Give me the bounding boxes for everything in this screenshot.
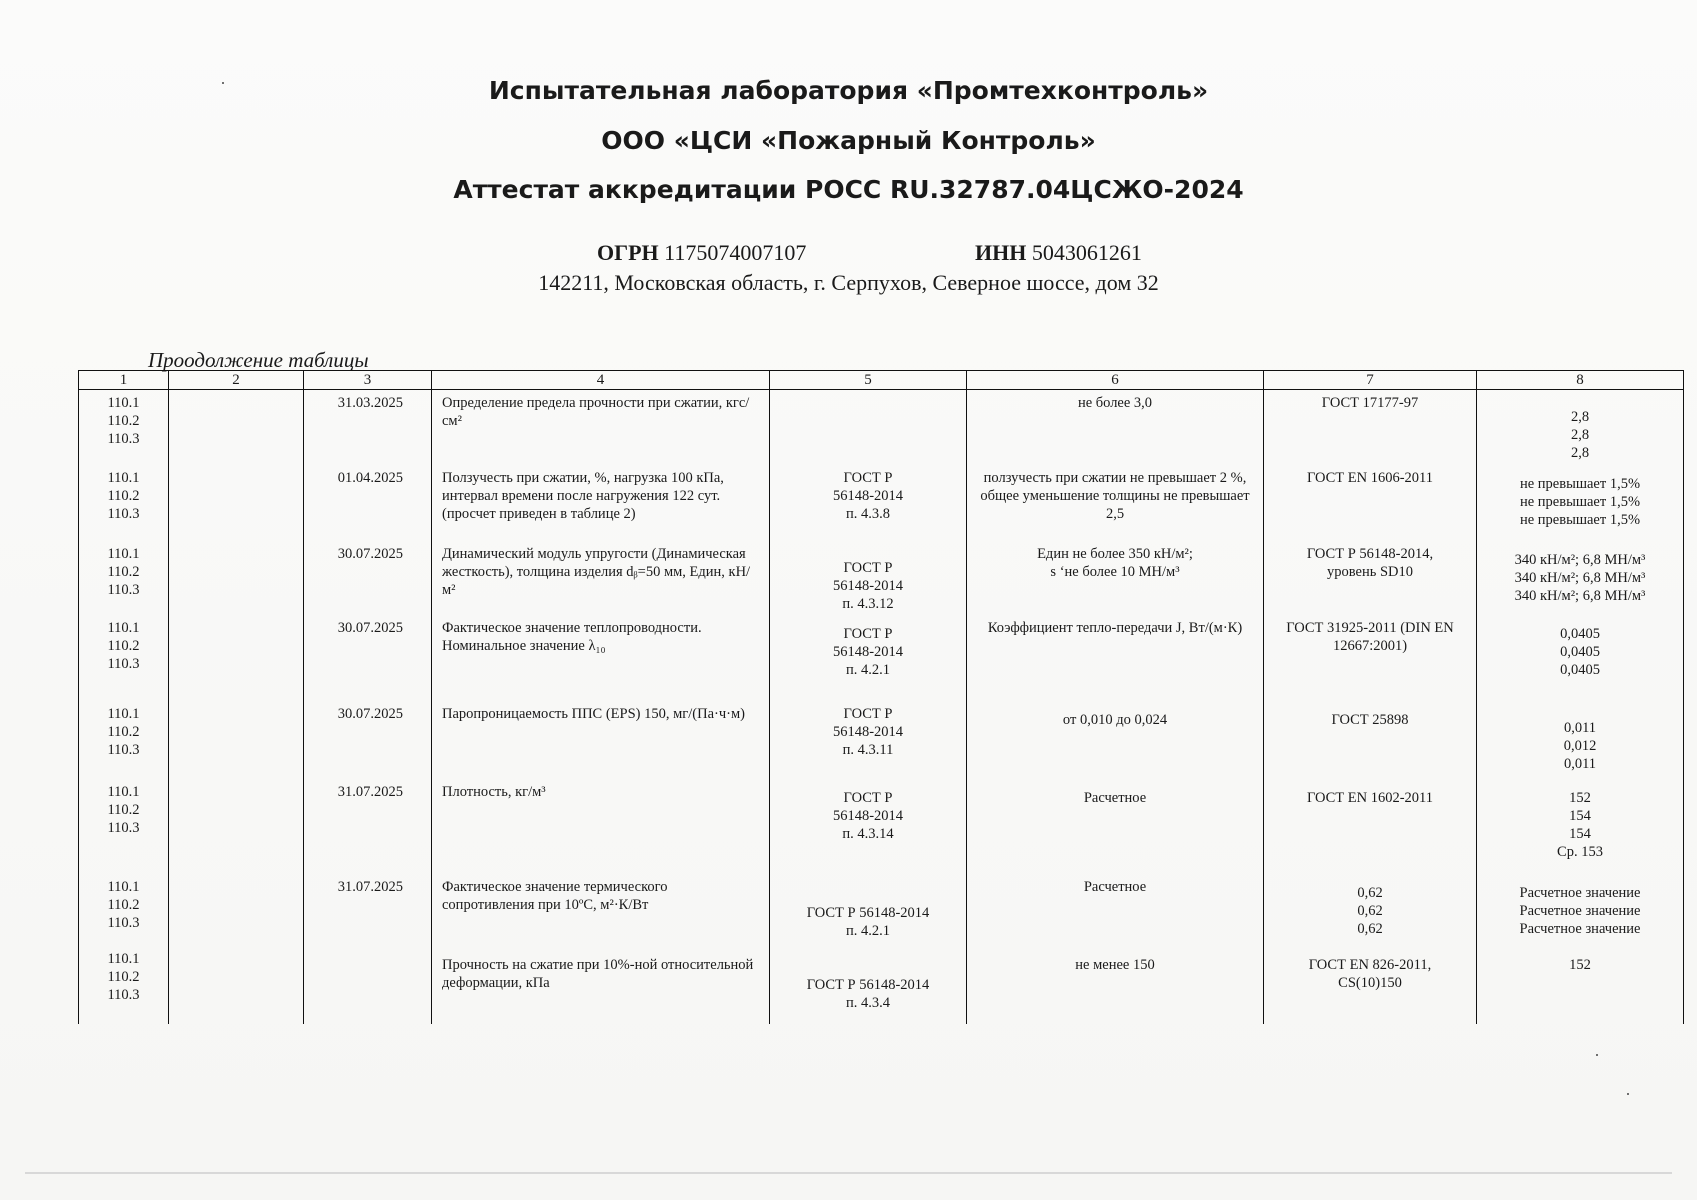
continuation-label: Проодолжение таблицы (148, 348, 369, 372)
method: ГОСТ Р 56148-2014 п. 4.2.1 (806, 904, 930, 939)
table-row (79, 390, 1684, 465)
standard: ГОСТ Р 56148-2014, уровень SD10 (1306, 545, 1434, 580)
inn-value: 5043061261 (1031, 240, 1142, 265)
column-number: 1 (79, 371, 169, 390)
ogrn-value: 1175074007107 (664, 240, 807, 265)
table-row (79, 946, 1684, 1024)
scan-edge-line (25, 1172, 1672, 1174)
organization-name: ООО «ЦСИ «Пожарный Контроль» (601, 126, 1096, 155)
result: 152 (1569, 956, 1591, 973)
parameter: Плотность, кг/м³ (442, 783, 546, 800)
parameter: Определение предела прочности при сжатии, кгс/см² (442, 395, 750, 429)
ogrn (597, 240, 806, 266)
test-date: 30.07.2025 (337, 545, 403, 562)
parameter: Ползучесть при сжатии, %, нагрузка 100 кПа, интервал времени после нагружения 122 сут. (просчет приведен в таблице 2) (442, 469, 724, 522)
table-row (79, 701, 1684, 779)
standard: ГОСТ 31925-2011 (DIN EN 12667:2001) (1286, 619, 1454, 654)
test-date: 31.07.2025 (337, 878, 403, 895)
inn-label: ИНН (975, 240, 1027, 265)
method: ГОСТ Р 56148-2014 п. 4.3.8 (832, 469, 904, 522)
requirement: Расчетное (1083, 878, 1147, 895)
standard: 0,62 0,62 0,62 (1357, 884, 1383, 937)
column-number: 5 (770, 371, 967, 390)
test-date: 30.07.2025 (337, 619, 403, 636)
method: ГОСТ Р 56148-2014 п. 4.3.11 (832, 705, 904, 758)
result: не превышает 1,5% не превышает 1,5% не превышает 1,5% (1519, 475, 1641, 528)
result: 340 кН/м²; 6,8 МН/м³ 340 кН/м²; 6,8 МН/м³ 340 кН/м²; 6,8 МН/м³ (1514, 551, 1646, 604)
address: 142211, Московская область, г. Серпухов, Северное шоссе, дом 32 (538, 270, 1159, 295)
test-date: 31.03.2025 (337, 395, 403, 411)
requirement: Един не более 350 кН/м²; s ‘не более 10 МН/м³ (1037, 545, 1193, 580)
parameter: Прочность на сжатие при 10%-ной относительной деформации, кПа (442, 956, 754, 991)
parameter: Паропроницаемость ППС (EPS) 150, мг/(Па·ч·м) (442, 705, 745, 722)
standard: ГОСТ 17177-97 (1321, 395, 1419, 411)
inn (975, 240, 1142, 266)
test-date: 30.07.2025 (337, 705, 403, 722)
method: ГОСТ Р 56148-2014 п. 4.3.14 (832, 789, 904, 842)
table-row (79, 779, 1684, 874)
requirement: Расчетное (1083, 789, 1147, 806)
result: 152 154 154 Ср. 153 (1557, 789, 1603, 860)
test-date: 31.07.2025 (337, 783, 403, 800)
column-number: 2 (169, 371, 304, 390)
sample-ids: 110.1 110.2 110.3 (107, 878, 140, 931)
sample-ids: 110.1 110.2 110.3 (107, 705, 140, 758)
requirement: не более 3,0 (1077, 395, 1153, 411)
scan-speck (1596, 1054, 1598, 1056)
requirement: ползучесть при сжатии не превышает 2 %, общее уменьшение толщины не превышает 2,5 (980, 469, 1250, 522)
table-row (79, 615, 1684, 701)
column-number: 3 (304, 371, 432, 390)
standard: ГОСТ EN 826-2011, CS(10)150 (1308, 956, 1432, 991)
sample-ids: 110.1 110.2 110.3 (107, 545, 140, 598)
column-number: 8 (1477, 371, 1684, 390)
results-table (78, 370, 1684, 1024)
column-number: 7 (1264, 371, 1477, 390)
result: 2,8 2,8 2,8 (1570, 409, 1590, 461)
test-date: 01.04.2025 (337, 469, 403, 486)
ogrn-label: ОГРН (597, 240, 659, 265)
method: ГОСТ Р 56148-2014 п. 4.3.4 (806, 976, 930, 1011)
table-row (79, 874, 1684, 946)
sample-ids: 110.1 110.2 110.3 (107, 469, 140, 522)
column-number: 4 (432, 371, 770, 390)
lab-name: Испытательная лаборатория «Промтехконтроль» (488, 76, 1209, 105)
requirement: Коэффициент тепло-передачи J, Вт/(м·К) (987, 619, 1243, 636)
sample-ids: 110.1 110.2 110.3 (107, 783, 140, 836)
method: ГОСТ Р 56148-2014 п. 4.3.12 (832, 559, 904, 612)
result: Расчетное значение Расчетное значение Расчетное значение (1519, 884, 1641, 937)
result: 0,011 0,012 0,011 (1563, 719, 1597, 772)
method: ГОСТ Р 56148-2014 п. 4.2.1 (832, 625, 904, 678)
sample-ids: 110.1 110.2 110.3 (107, 619, 140, 672)
column-number: 6 (967, 371, 1264, 390)
table-row (79, 541, 1684, 615)
standard: ГОСТ EN 1602-2011 (1306, 789, 1434, 806)
standard: ГОСТ EN 1606-2011 (1306, 469, 1434, 486)
sample-ids: 110.1 110.2 110.3 (107, 395, 140, 447)
scan-speck (1627, 1093, 1629, 1095)
requirement: от 0,010 до 0,024 (1062, 711, 1168, 728)
standard: ГОСТ 25898 (1331, 711, 1409, 728)
parameter: Фактическое значение термического сопротивления при 10ºС, м²·К/Вт (442, 878, 668, 913)
result: 0,0405 0,0405 0,0405 (1560, 625, 1600, 678)
requirement: не менее 150 (1075, 956, 1155, 973)
accreditation-certificate: Аттестат аккредитации РОСС RU.32787.04ЦСЖО-2024 (453, 175, 1244, 204)
column-number-row (79, 371, 1684, 390)
parameter: Фактическое значение теплопроводности. Номинальное значение λ₁₀ (442, 619, 702, 654)
table-row (79, 465, 1684, 541)
parameter: Динамический модуль упругости (Динамическая жесткость), толщина изделия dᵦ=50 мм, Един, кН/м² (442, 545, 751, 598)
sample-ids: 110.1 110.2 110.3 (107, 950, 140, 1003)
